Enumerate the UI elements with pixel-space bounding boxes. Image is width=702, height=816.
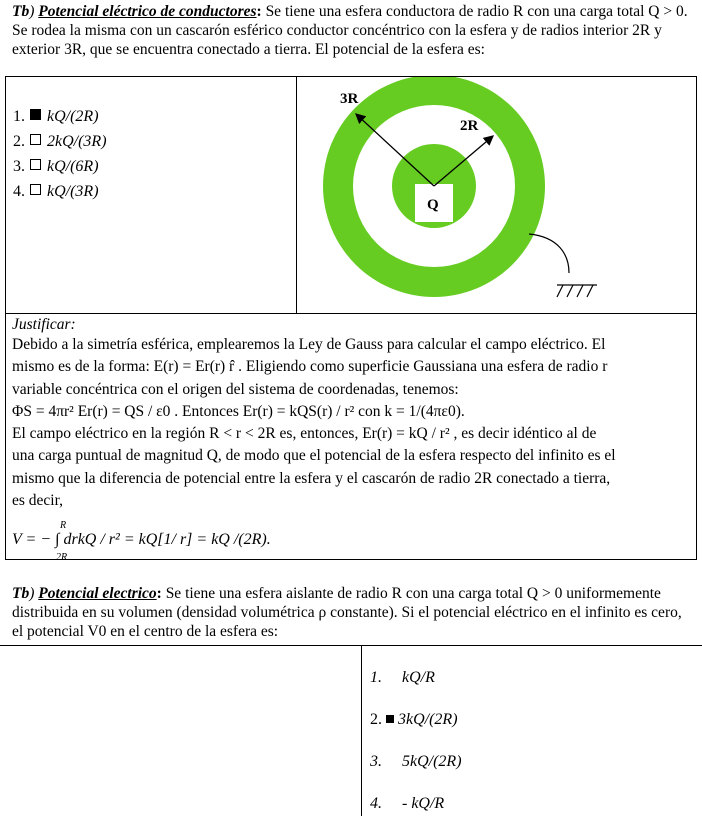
justify-right-border [696,313,697,559]
option2-2-number: 2. [370,711,382,728]
problem2-title-colon: : [156,585,162,602]
option-4-text: kQ/(3R) [47,183,99,200]
integral-upper-limit: R [60,520,67,531]
problem2-tag-close: ) [29,585,39,602]
option-4[interactable] [13,182,99,201]
table1-right-border [696,76,697,313]
checkbox-empty-icon[interactable] [30,134,41,145]
problem2-tag: Tb [12,585,30,602]
problem1-body: Se tiene una esfera conductora de radio R con una carga total Q > 0. Se rodea la misma con un cascarón esférico conductor concéntrico con la esfera y de radios interior 2R y exterior 3R, que se encuentra conectado a tierra. El potencial de la esfera es: [12,3,688,58]
option2-2[interactable] [370,710,458,729]
option2-4-number: 4. [370,795,382,812]
option2-2-text: 3kQ/(2R) [398,711,458,728]
option-2-number: 2. [13,133,25,150]
justify-line-3: variable concéntrica con el origen del sistema de coordenadas, tenemos: [12,380,459,398]
justify-line-2: mismo es de la forma: E(r) = Er(r) r̂ . Eligiendo como superficie Gaussiana una esfera de radio r [12,358,608,376]
justify-line-8: es decir, [12,492,64,510]
table2-divider [361,645,362,816]
justify-line-5: El campo eléctrico en la región R < r < 2R es, entonces, Er(r) = kQ / r² , es decir idéntico al de [12,425,597,443]
table2-top-border [0,645,702,646]
selected-square-icon[interactable] [386,715,394,723]
option-1[interactable] [13,107,99,126]
ground-wire [529,234,569,273]
justify-line-4: ΦS = 4πr² Er(r) = QS / ε0 . Entonces Er(r) = kQS(r) / r² con k = 1/(4πε0). [12,402,465,420]
option2-3[interactable] [370,752,462,771]
option-4-number: 4. [13,183,25,200]
table1-left-border [5,76,6,313]
justify-label: Justificar: [12,316,76,333]
option2-3-text: 5kQ/(2R) [402,753,462,770]
checkbox-empty-icon[interactable] [30,159,41,170]
problem1-title: Potencial eléctrico de conductores [38,3,257,20]
option-2-text: 2kQ/(3R) [47,133,107,150]
option2-1[interactable] [370,668,435,687]
option2-1-number: 1. [370,669,382,686]
option2-1-text: kQ/R [402,669,435,686]
problem2-statement [12,584,696,641]
justify-line-7: mismo que la diferencia de potencial entre la esfera y el cascarón de radio 2R conectado a tierra, [12,469,611,487]
justify-text [12,334,696,512]
concentric-spheres-figure [297,77,695,313]
problem1-tag-close: ) [29,3,39,20]
justify-line-6: una carga puntual de magnitud Q, de modo que el potencial de la esfera respecto del infinito es el [12,447,616,465]
option-3-number: 3. [13,158,25,175]
checkbox-empty-icon[interactable] [30,184,41,195]
problem2-body: Se tiene una esfera aislante de radio R con una carga total Q > 0 uniformemente distribuida en su volumen (densidad volumétrica ρ constante). Si el potencial eléctrico en el infinito es cero, el potencial V0 en el centro de la esfera es: [12,585,682,640]
problem2-title: Potencial electrico [38,585,157,602]
label-3r: 3R [340,91,359,107]
label-2r: 2R [460,118,479,134]
option-3-text: kQ/(6R) [47,158,99,175]
final-equation: V = − ∫ drkQ / r² = kQ[1/ r] = kQ /(2R). [12,531,271,548]
justify-line-1: Debido a la simetría esférica, emplearemos la Ley de Gauss para calcular el campo eléctrico. El [12,336,606,353]
option-2[interactable] [13,132,107,151]
option2-4[interactable] [370,794,444,813]
option-1-text: kQ/(2R) [47,108,99,125]
ground-icon [557,285,597,297]
justify-left-border [5,313,6,559]
option2-4-text: - kQ/R [402,795,445,812]
option-1-number: 1. [13,108,25,125]
problem1-title-colon: : [256,3,262,20]
label-q: Q [427,197,439,213]
justify-bottom-border [5,559,697,560]
option2-3-number: 3. [370,753,382,770]
checkbox-checked-icon[interactable] [30,109,41,120]
table1-middle-border [5,313,697,314]
problem1-statement [12,2,696,59]
option-3[interactable] [13,157,99,176]
problem1-tag: Tb [12,3,30,20]
integral-lower-limit: 2R [56,552,68,563]
